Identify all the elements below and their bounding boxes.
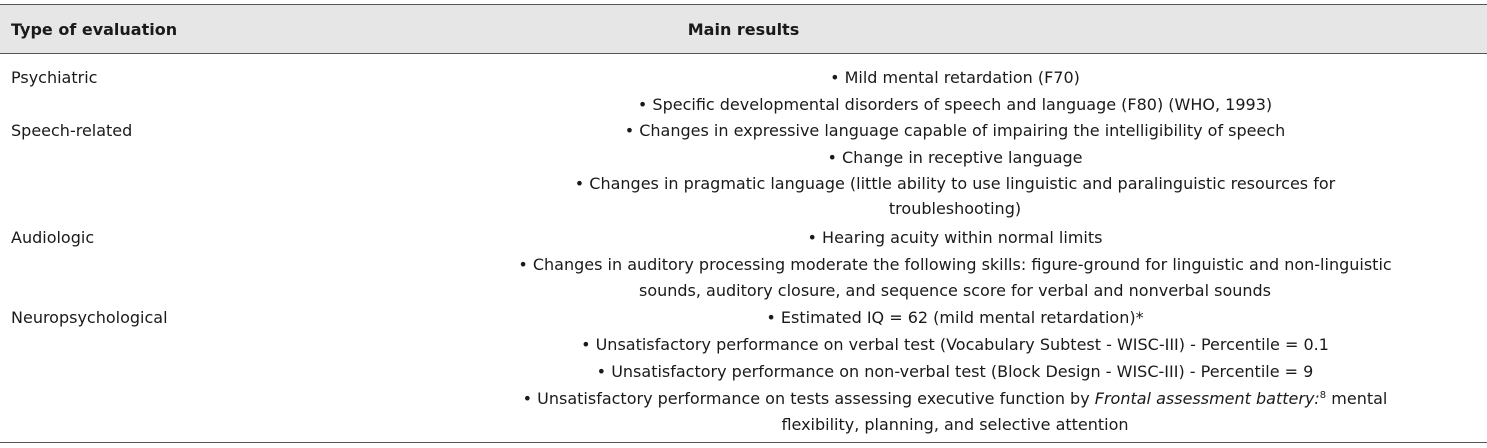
result-line: flexibility, planning, and selective attention <box>781 415 1129 434</box>
result-line: • Unsatisfactory performance on non-verbal test (Block Design - WISC-III) - Percentile = 9 <box>596 362 1314 381</box>
table-bottom-rule <box>0 442 1487 443</box>
result-line: • Hearing acuity within normal limits <box>807 228 1103 247</box>
result-line: troubleshooting) <box>888 199 1022 218</box>
row-type-speech-related: Speech-related <box>11 121 133 140</box>
result-line: • Mild mental retardation (F70) <box>830 68 1080 87</box>
result-line: • Specific developmental disorders of speech and language (F80) (WHO, 1993) <box>637 95 1273 114</box>
row-type-audiologic: Audiologic <box>11 228 95 247</box>
result-line: • Estimated IQ = 62 (mild mental retardation)* <box>766 308 1144 327</box>
result-line: • Change in receptive language <box>827 148 1083 167</box>
reference-superscript: 8 <box>1319 390 1327 401</box>
header-type-of-evaluation: Type of evaluation <box>11 20 178 39</box>
result-line-suffix: mental <box>1326 389 1388 408</box>
result-line: sounds, auditory closure, and sequence score for verbal and nonverbal sounds <box>638 281 1272 300</box>
row-type-psychiatric: Psychiatric <box>11 68 98 87</box>
result-line: • Changes in expressive language capable of impairing the intelligibility of speech <box>624 121 1286 140</box>
result-line: • Changes in pragmatic language (little ability to use linguistic and paralinguistic resources for <box>574 174 1336 193</box>
row-type-neuropsychological: Neuropsychological <box>11 308 168 327</box>
table-header <box>0 4 1487 54</box>
result-line-executive-function <box>430 387 1480 410</box>
result-line-prefix: • Unsatisfactory performance on tests assessing executive function by <box>522 389 1095 408</box>
frontal-assessment-battery-label: Frontal assessment battery: <box>1094 389 1320 408</box>
result-line: • Unsatisfactory performance on verbal test (Vocabulary Subtest - WISC-III) - Percentile = 0.1 <box>581 335 1329 354</box>
header-main-results: Main results <box>687 20 800 39</box>
result-line: • Changes in auditory processing moderate the following skills: figure-ground for linguistic and non-linguistic <box>518 255 1392 274</box>
